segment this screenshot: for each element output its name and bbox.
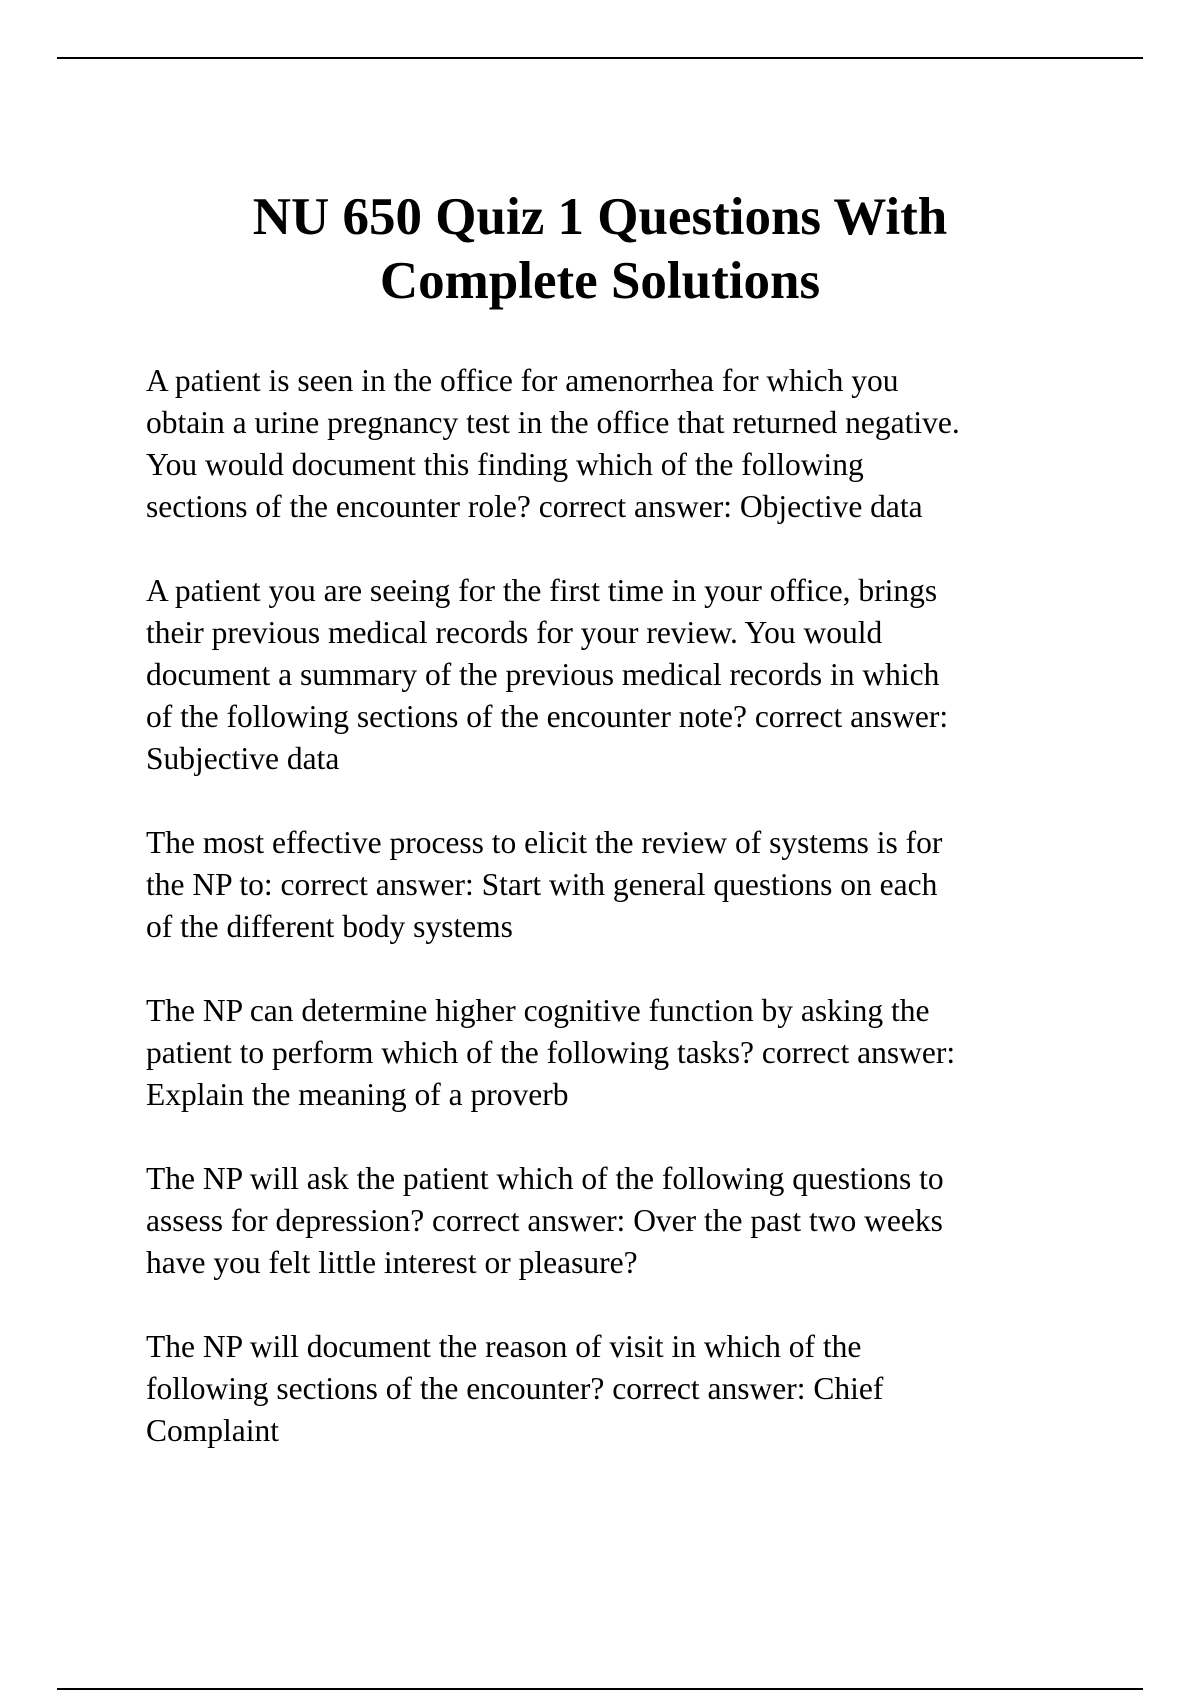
question-line: Subjective data bbox=[146, 741, 340, 776]
question-2 bbox=[146, 570, 1146, 780]
question-line: obtain a urine pregnancy test in the office that returned negative. bbox=[146, 405, 960, 440]
question-line: Complaint bbox=[146, 1413, 279, 1448]
question-line: the NP to: correct answer: Start with general questions on each bbox=[146, 867, 938, 902]
question-line: Explain the meaning of a proverb bbox=[146, 1077, 569, 1112]
question-line: The most effective process to elicit the review of systems is for bbox=[146, 825, 943, 860]
question-line: of the following sections of the encounter note? correct answer: bbox=[146, 699, 949, 734]
question-line: their previous medical records for your review. You would bbox=[146, 615, 883, 650]
question-line: have you felt little interest or pleasure? bbox=[146, 1245, 638, 1280]
question-line: The NP will ask the patient which of the following questions to bbox=[146, 1161, 944, 1196]
question-4 bbox=[146, 990, 1146, 1116]
bottom-rule bbox=[57, 1688, 1143, 1690]
question-1 bbox=[146, 360, 1146, 528]
title-line-2: Complete Solutions bbox=[379, 252, 821, 310]
question-line: sections of the encounter role? correct answer: Objective data bbox=[146, 489, 923, 524]
question-line: document a summary of the previous medical records in which bbox=[146, 657, 940, 692]
question-3 bbox=[146, 822, 1146, 948]
page-title bbox=[100, 185, 1100, 313]
question-line: of the different body systems bbox=[146, 909, 513, 944]
question-list bbox=[146, 360, 1146, 1494]
question-line: patient to perform which of the following tasks? correct answer: bbox=[146, 1035, 956, 1070]
question-line: assess for depression? correct answer: Over the past two weeks bbox=[146, 1203, 943, 1238]
question-line: A patient you are seeing for the first time in your office, brings bbox=[146, 573, 938, 608]
title-line-1: NU 650 Quiz 1 Questions With bbox=[252, 188, 948, 246]
question-5 bbox=[146, 1158, 1146, 1284]
question-line: following sections of the encounter? correct answer: Chief bbox=[146, 1371, 884, 1406]
question-line: The NP will document the reason of visit in which of the bbox=[146, 1329, 862, 1364]
top-rule bbox=[57, 57, 1143, 59]
question-line: You would document this finding which of the following bbox=[146, 447, 864, 482]
question-line: The NP can determine higher cognitive function by asking the bbox=[146, 993, 930, 1028]
question-line: A patient is seen in the office for amenorrhea for which you bbox=[146, 363, 899, 398]
question-6 bbox=[146, 1326, 1146, 1452]
